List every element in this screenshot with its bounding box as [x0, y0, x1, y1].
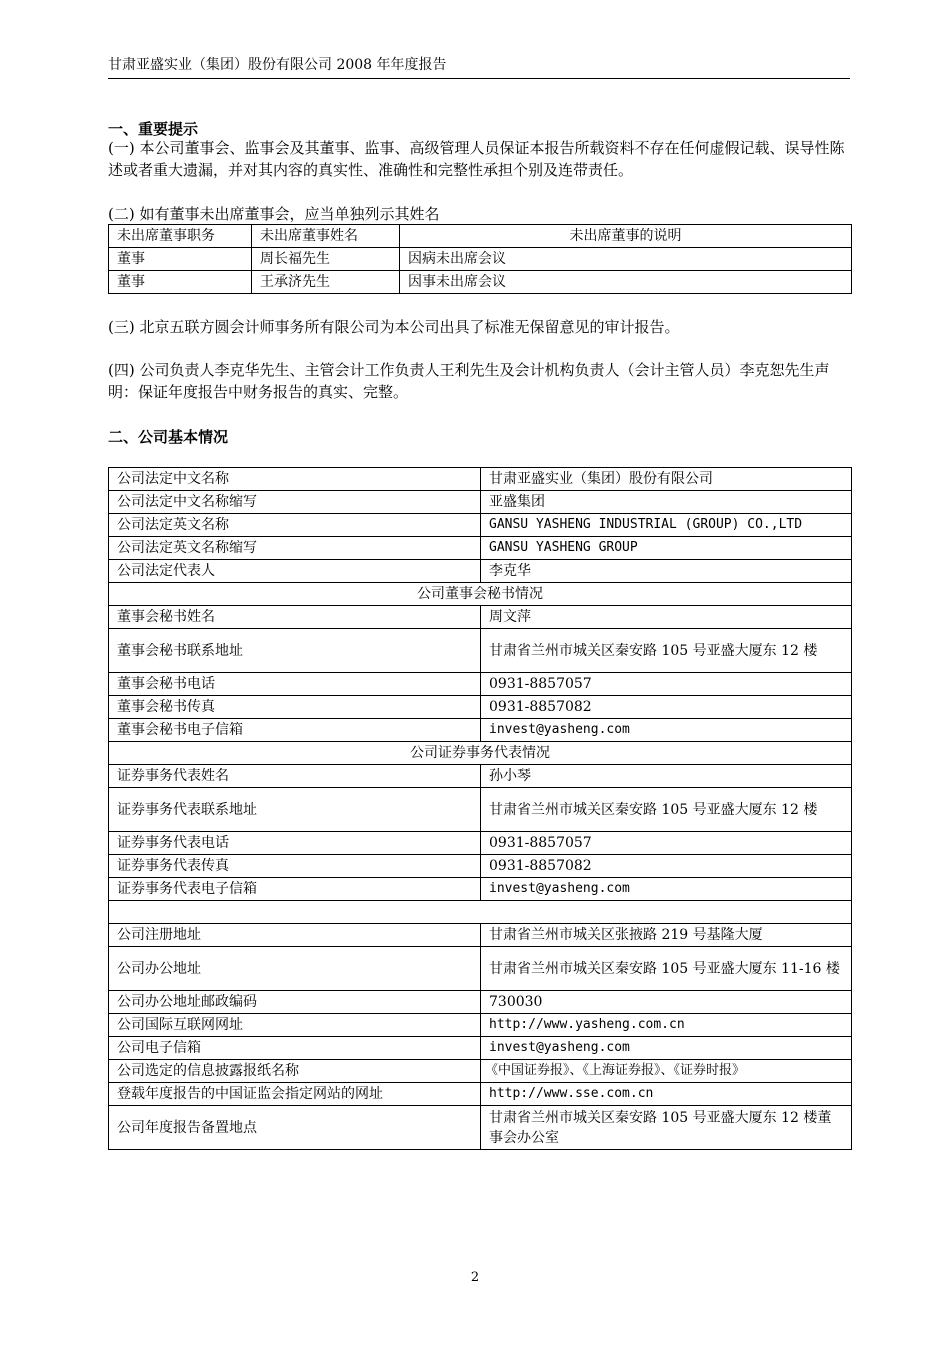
field-value: 甘肃省兰州市城关区秦安路 105 号亚盛大厦东 12 楼	[481, 788, 852, 832]
table-row	[109, 468, 852, 491]
field-value: 甘肃省兰州市城关区秦安路 105 号亚盛大厦东 12 楼董事会办公室	[481, 1106, 852, 1150]
field-label: 公司办公地址邮政编码	[109, 991, 481, 1014]
field-value: GANSU YASHENG INDUSTRIAL (GROUP) CO.,LTD	[481, 514, 852, 537]
table-cell: 周长福先生	[252, 248, 400, 271]
field-label: 证券事务代表传真	[109, 855, 481, 878]
absent-directors-table	[108, 224, 852, 294]
field-value: 甘肃亚盛实业（集团）股份有限公司	[481, 468, 852, 491]
empty-cell	[109, 901, 852, 924]
table-row	[109, 924, 852, 947]
table-row	[109, 719, 852, 742]
securities-rep-heading: 公司证券事务代表情况	[109, 742, 852, 765]
field-label: 证券事务代表电话	[109, 832, 481, 855]
field-value: 0931-8857082	[481, 855, 852, 878]
field-value: 0931-8857082	[481, 696, 852, 719]
table-row	[109, 491, 852, 514]
field-label: 公司选定的信息披露报纸名称	[109, 1060, 481, 1083]
field-value: invest@yasheng.com	[481, 1037, 852, 1060]
table-row	[109, 788, 852, 832]
secretary-heading: 公司董事会秘书情况	[109, 583, 852, 606]
field-label: 董事会秘书电子信箱	[109, 719, 481, 742]
table-row	[109, 248, 852, 271]
table-row	[109, 606, 852, 629]
field-value: 亚盛集团	[481, 491, 852, 514]
field-value: 孙小琴	[481, 765, 852, 788]
field-value: 0931-8857057	[481, 832, 852, 855]
field-label: 证券事务代表姓名	[109, 765, 481, 788]
section-2-title: 二、公司基本情况	[108, 428, 229, 446]
table-row	[109, 947, 852, 991]
notice-item-4: (四) 公司负责人李克华先生、主管会计工作负责人王利先生及会计机构负责人（会计主管人员）李克恕先生声明：保证年度报告中财务报告的真实、完整。	[108, 361, 830, 401]
table-row	[109, 1014, 852, 1037]
table-cell: 王承济先生	[252, 271, 400, 294]
field-label: 登载年度报告的中国证监会指定网站的网址	[109, 1083, 481, 1106]
table-row	[109, 765, 852, 788]
field-value: 《中国证券报》、《上海证券报》、《证券时报》	[481, 1060, 852, 1083]
table-row	[109, 991, 852, 1014]
notice-item-3: (三) 北京五联方圆会计师事务所有限公司为本公司出具了标准无保留意见的审计报告。	[108, 318, 680, 336]
table-row	[109, 673, 852, 696]
table-row	[109, 537, 852, 560]
table-row	[109, 514, 852, 537]
field-value: 李克华	[481, 560, 852, 583]
notice-item-2-title: (二) 如有董事未出席董事会，应当单独列示其姓名	[108, 205, 440, 223]
field-value: 甘肃省兰州市城关区秦安路 105 号亚盛大厦东 11-16 楼	[481, 947, 852, 991]
field-label: 公司国际互联网网址	[109, 1014, 481, 1037]
field-label: 证券事务代表联系地址	[109, 788, 481, 832]
field-label: 公司法定英文名称	[109, 514, 481, 537]
field-value: invest@yasheng.com	[481, 878, 852, 901]
company-info-table	[108, 467, 852, 1150]
section-1-title: 一、重要提示	[108, 120, 199, 138]
table-row	[109, 629, 852, 673]
field-label: 公司注册地址	[109, 924, 481, 947]
table-row	[109, 696, 852, 719]
table-cell: 董事	[109, 271, 252, 294]
field-label: 董事会秘书联系地址	[109, 629, 481, 673]
field-label: 公司法定英文名称缩写	[109, 537, 481, 560]
table-row	[109, 832, 852, 855]
field-label: 证券事务代表电子信箱	[109, 878, 481, 901]
field-label: 公司年度报告备置地点	[109, 1106, 481, 1150]
field-label: 董事会秘书姓名	[109, 606, 481, 629]
table-cell: 因病未出席会议	[400, 248, 852, 271]
field-value: GANSU YASHENG GROUP	[481, 537, 852, 560]
table-cell: 因事未出席会议	[400, 271, 852, 294]
table-row	[109, 1083, 852, 1106]
field-label: 公司电子信箱	[109, 1037, 481, 1060]
table-row	[109, 1106, 852, 1150]
field-label: 董事会秘书电话	[109, 673, 481, 696]
table-header-row	[109, 225, 852, 248]
header-cell: 未出席董事的说明	[400, 225, 852, 248]
table-row	[109, 1060, 852, 1083]
field-label: 董事会秘书传真	[109, 696, 481, 719]
field-value: 周文萍	[481, 606, 852, 629]
table-row	[109, 855, 852, 878]
page-header: 甘肃亚盛实业（集团）股份有限公司 2008 年年度报告	[108, 56, 850, 79]
header-cell: 未出席董事姓名	[252, 225, 400, 248]
notice-item-1: (一) 本公司董事会、监事会及其董事、监事、高级管理人员保证本报告所载资料不存在任何虚假记载、误导性陈述或者重大遗漏，并对其内容的真实性、准确性和完整性承担个别及连带责任。	[108, 139, 845, 179]
header-cell: 未出席董事职务	[109, 225, 252, 248]
table-row	[109, 1037, 852, 1060]
field-label: 公司法定中文名称缩写	[109, 491, 481, 514]
page-number: 2	[470, 1270, 480, 1285]
field-label: 公司法定中文名称	[109, 468, 481, 491]
field-value: invest@yasheng.com	[481, 719, 852, 742]
field-value: 甘肃省兰州市城关区张掖路 219 号基隆大厦	[481, 924, 852, 947]
table-subheading-row	[109, 583, 852, 606]
field-value: 730030	[481, 991, 852, 1014]
table-row	[109, 878, 852, 901]
table-subheading-row	[109, 742, 852, 765]
field-value: 0931-8857057	[481, 673, 852, 696]
field-value: http://www.yasheng.com.cn	[481, 1014, 852, 1037]
table-row	[109, 560, 852, 583]
field-value: http://www.sse.com.cn	[481, 1083, 852, 1106]
field-label: 公司法定代表人	[109, 560, 481, 583]
table-cell: 董事	[109, 248, 252, 271]
empty-separator-row	[109, 901, 852, 924]
table-row	[109, 271, 852, 294]
field-value: 甘肃省兰州市城关区秦安路 105 号亚盛大厦东 12 楼	[481, 629, 852, 673]
field-label: 公司办公地址	[109, 947, 481, 991]
